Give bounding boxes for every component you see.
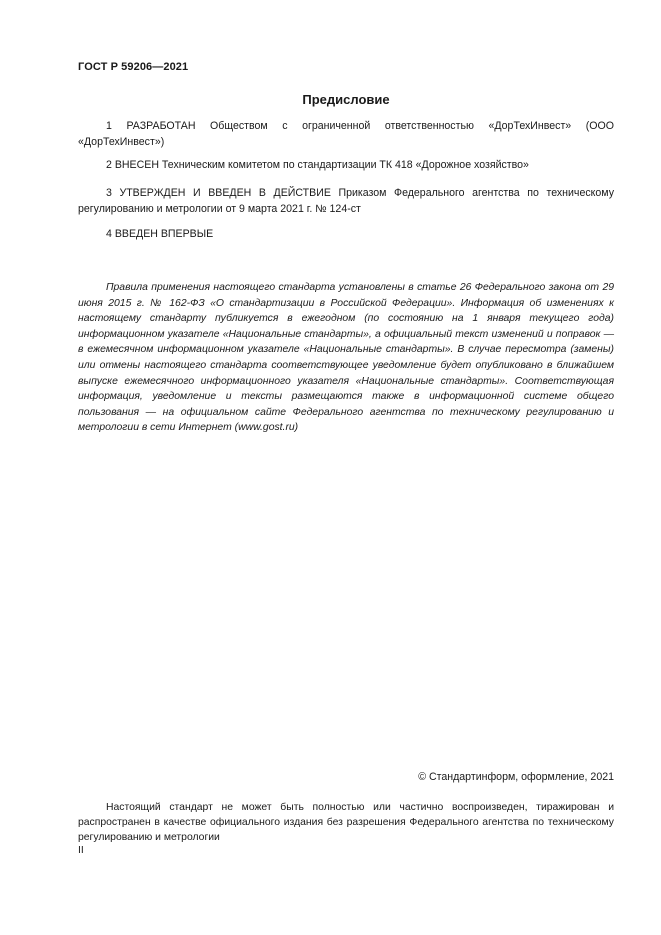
foreword-item-developed: 1 РАЗРАБОТАН Обществом с ограниченной ответственностью «ДорТехИнвест» (ООО «ДорТехИнвест») [78,120,614,148]
foreword-item-introduced: 4 ВВЕДЕН ВПЕРВЫЕ [106,228,214,240]
foreword-item-approved: 3 УТВЕРЖДЕН И ВВЕДЕН В ДЕЙСТВИЕ Приказом Федерального агентства по техническому регулированию и метрологии от 9 марта 2021 г. № 124-ст [78,187,614,215]
reproduction-notice: Настоящий стандарт не может быть полностью или частично воспроизведен, тиражирован и распространен в качестве официального издания без разрешения Федерального агентства по техническому регулированию и метрологии [78,802,614,843]
foreword-item-submitted: 2 ВНЕСЕН Техническим комитетом по стандартизации ТК 418 «Дорожное хозяйство» [106,159,529,171]
section-title: Предисловие [302,92,390,107]
page-number: II [78,845,84,856]
application-rules-note: Правила применения настоящего стандарта установлены в статье 26 Федерального закона от 29 июня 2015 г. № 162-ФЗ «О стандартизации в Российской Федерации». Информация об изменениях к настоящему стандарту публикуется в ежегодном (по состоянию на 1 января текущего года) информационном указателе «Национальные стандарты», а официальный текст изменений и поправок — в ежемесячном информационном указателе «Национальные стандарты». В случае пересмотра (замены) или отмены настоящего стандарта соответствующее уведомление будет опубликовано в ближайшем выпуске ежемесячного информационного указателя «Национальные стандарты». Соответствующая информация, уведомление и тексты размещаются также в информационной системе общего пользования — на официальном сайте Федерального агентства по техническому регулированию и метрологии в сети Интернет (www.gost.ru) [78,282,614,434]
standard-id: ГОСТ Р 59206—2021 [78,61,189,73]
copyright-line: © Стандартинформ, оформление, 2021 [418,771,614,783]
